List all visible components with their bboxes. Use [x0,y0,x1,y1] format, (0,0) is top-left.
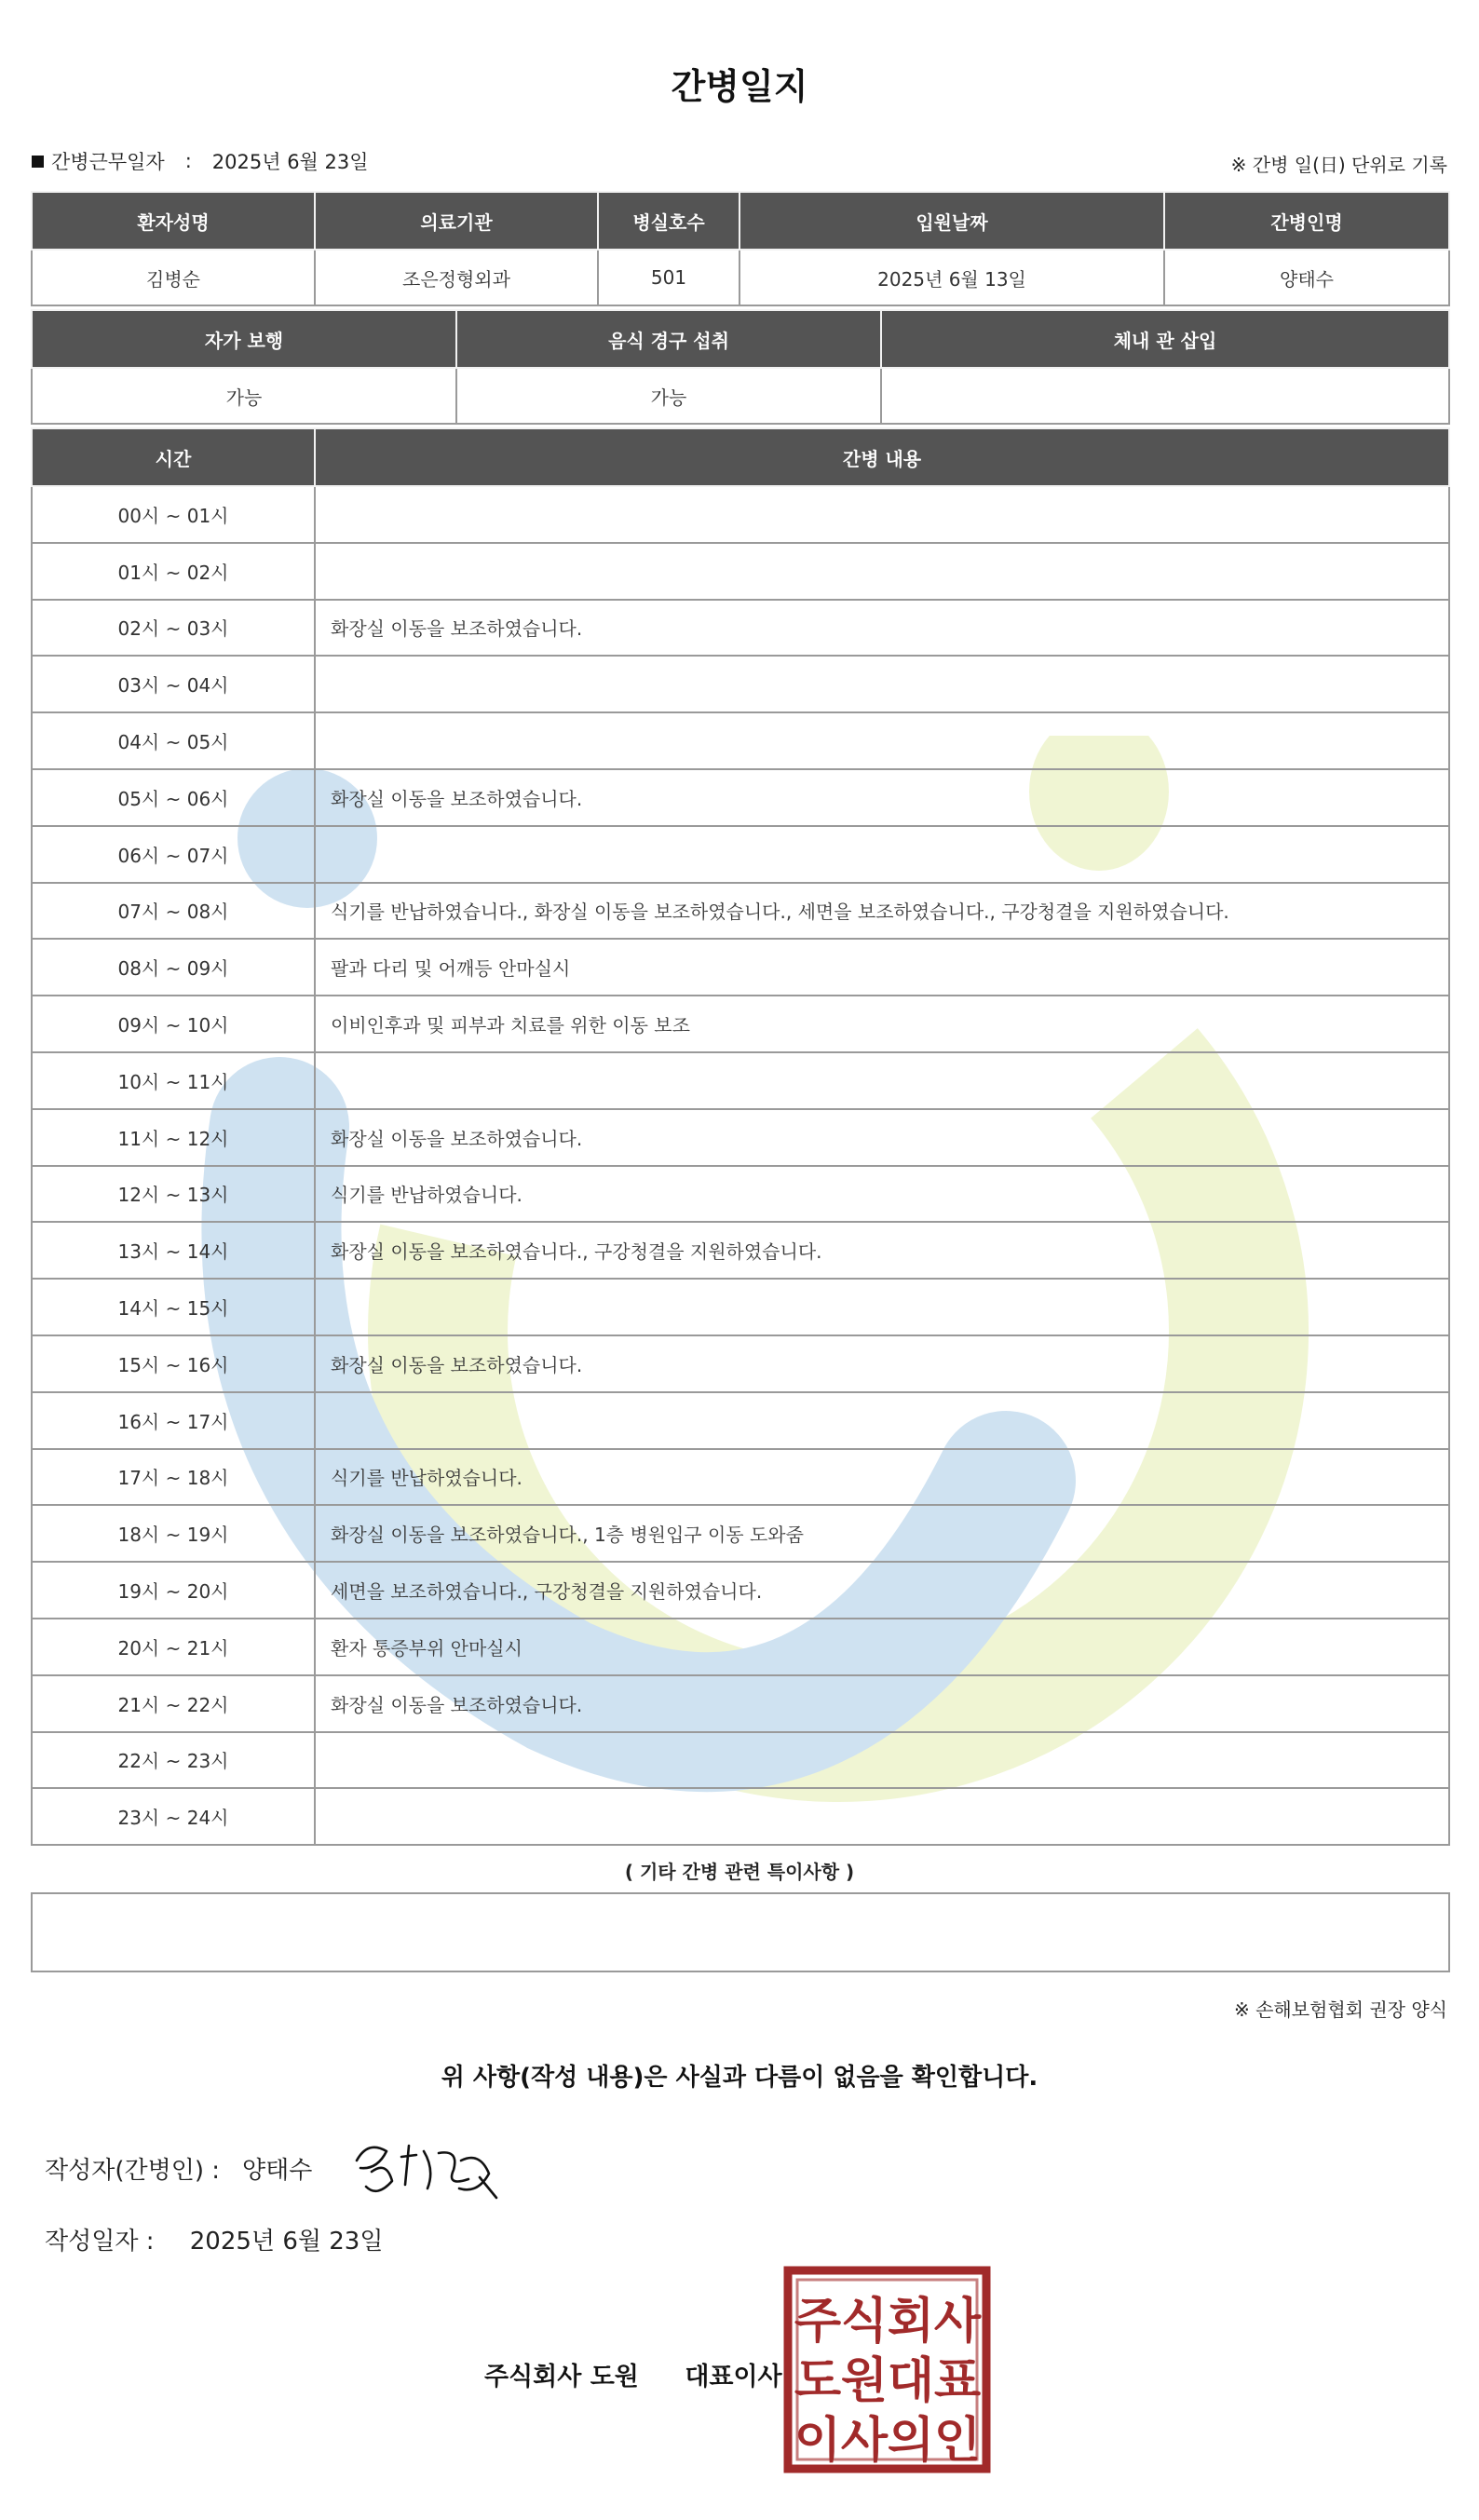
log-content: 화장실 이동을 보조하였습니다. [315,1675,1449,1732]
log-time: 22시 ~ 23시 [32,1732,315,1789]
seal-glyph: 사 [840,2413,889,2469]
log-row [32,1166,1449,1223]
log-content: 식기를 반납하였습니다., 화장실 이동을 보조하였습니다., 세면을 보조하였습니다., 구강청결을 지원하였습니다. [315,883,1449,940]
writer-name: 양태수 [242,2157,313,2185]
company-seal-stamp [782,2265,992,2474]
work-date-value: 2025년 6월 23일 [211,151,369,173]
seal-glyph: 대 [887,2353,935,2409]
log-content [315,1052,1449,1109]
log-time: 11시 ~ 12시 [32,1109,315,1166]
log-row [32,543,1449,600]
log-time: 23시 ~ 24시 [32,1788,315,1845]
log-row [32,1675,1449,1732]
log-time: 00시 ~ 01시 [32,486,315,543]
log-time: 03시 ~ 04시 [32,656,315,712]
company-line [484,2356,782,2392]
writer-label: 작성자(간병인) : [45,2157,221,2185]
seal-glyph: 인 [933,2413,982,2469]
log-content [315,543,1449,600]
log-time: 07시 ~ 08시 [32,883,315,940]
caregiver-name: 양태수 [1164,250,1449,305]
admission-date: 2025년 6월 13일 [740,250,1164,305]
log-content: 화장실 이동을 보조하였습니다. [315,769,1449,826]
header-institution: 의료기관 [315,192,598,250]
log-time: 02시 ~ 03시 [32,600,315,657]
patient-status-table [31,309,1450,425]
company-role: 대표이사 [685,2363,782,2391]
log-content: 팔과 다리 및 어깨등 안마실시 [315,939,1449,996]
work-date-separator: : [184,150,192,172]
log-row [32,769,1449,826]
log-time: 12시 ~ 13시 [32,1166,315,1223]
header-self-walking: 자가 보행 [32,310,456,368]
log-row [32,486,1449,543]
header-room-number: 병실호수 [598,192,740,250]
header-time: 시간 [32,428,315,486]
log-row [32,1335,1449,1392]
company-name: 주식회사 도원 [484,2363,639,2391]
log-row [32,1052,1449,1109]
write-date-label: 작성일자 : [45,2228,155,2256]
log-row [32,656,1449,712]
log-time: 09시 ~ 10시 [32,996,315,1052]
log-row [32,826,1449,883]
log-row [32,1562,1449,1619]
seal-glyph: 식 [840,2294,889,2350]
log-row [32,600,1449,657]
seal-glyph: 의 [887,2413,935,2469]
log-row [32,996,1449,1052]
care-log-table [31,427,1450,1846]
patient-name: 김병순 [32,250,315,305]
log-content: 화장실 이동을 보조하였습니다. [315,600,1449,657]
header-patient-name: 환자성명 [32,192,315,250]
room-number: 501 [598,250,740,305]
log-content [315,656,1449,712]
log-time: 21시 ~ 22시 [32,1675,315,1732]
header-admission-date: 입원날짜 [740,192,1164,250]
log-row [32,712,1449,769]
log-time: 19시 ~ 20시 [32,1562,315,1619]
header-care-content: 간병 내용 [315,428,1449,486]
self-walking: 가능 [32,368,456,424]
form-source-note: ※ 손해보험협회 권장 양식 [1233,1998,1447,2021]
log-row [32,883,1449,940]
log-row [32,1279,1449,1335]
log-content [315,712,1449,769]
log-time: 15시 ~ 16시 [32,1335,315,1392]
seal-glyph: 표 [933,2353,982,2409]
log-content [315,486,1449,543]
log-row [32,1732,1449,1789]
header-oral-intake: 음식 경구 섭취 [456,310,881,368]
handwritten-signature [349,2133,503,2207]
log-time: 05시 ~ 06시 [32,769,315,826]
log-content: 이비인후과 및 피부과 치료를 위한 이동 보조 [315,996,1449,1052]
log-content: 화장실 이동을 보조하였습니다. [315,1109,1449,1166]
writer-line [45,2151,312,2186]
log-time: 13시 ~ 14시 [32,1222,315,1279]
log-content: 식기를 반납하였습니다. [315,1166,1449,1223]
log-row [32,1109,1449,1166]
special-notes-box [31,1892,1450,1972]
log-time: 18시 ~ 19시 [32,1505,315,1562]
confirmation-statement: 위 사항(작성 내용)은 사실과 다름이 없음을 확인합니다. [441,2064,1038,2092]
seal-glyph: 사 [933,2294,982,2350]
log-content: 환자 통증부위 안마실시 [315,1619,1449,1675]
log-row [32,1619,1449,1675]
institution: 조은정형외과 [315,250,598,305]
log-time: 06시 ~ 07시 [32,826,315,883]
seal-glyph: 회 [887,2294,935,2350]
log-time: 16시 ~ 17시 [32,1392,315,1449]
seal-glyph: 원 [840,2353,889,2409]
log-content [315,1392,1449,1449]
log-content: 식기를 반납하였습니다. [315,1449,1449,1506]
oral-intake: 가능 [456,368,881,424]
square-bullet-icon [32,156,44,168]
daily-record-note: ※ 간병 일(日) 단위로 기록 [1230,154,1447,176]
log-row [32,1449,1449,1506]
seal-glyph: 주 [794,2294,842,2350]
seal-glyph: 도 [794,2353,842,2409]
log-time: 01시 ~ 02시 [32,543,315,600]
seal-glyph: 이 [794,2413,842,2469]
header-tube-insertion: 체내 관 삽입 [881,310,1449,368]
log-content: 화장실 이동을 보조하였습니다. [315,1335,1449,1392]
log-content [315,1788,1449,1845]
log-time: 10시 ~ 11시 [32,1052,315,1109]
log-time: 08시 ~ 09시 [32,939,315,996]
log-time: 14시 ~ 15시 [32,1279,315,1335]
log-content [315,1732,1449,1789]
work-date-line [32,147,369,175]
log-content: 화장실 이동을 보조하였습니다., 구강청결을 지원하였습니다. [315,1222,1449,1279]
log-time: 17시 ~ 18시 [32,1449,315,1506]
write-date-value: 2025년 6월 23일 [189,2228,384,2256]
work-date-label: 간병근무일자 [51,151,165,173]
log-content: 화장실 이동을 보조하였습니다., 1층 병원입구 이동 도와줌 [315,1505,1449,1562]
tube-insertion [881,368,1449,424]
log-row [32,1788,1449,1845]
special-notes-title: ( 기타 간병 관련 특이사항 ) [624,1861,855,1883]
log-content [315,1279,1449,1335]
log-row [32,939,1449,996]
log-time: 04시 ~ 05시 [32,712,315,769]
log-row [32,1505,1449,1562]
page-title: 간병일지 [671,66,808,107]
log-row [32,1222,1449,1279]
log-row [32,1392,1449,1449]
write-date-line [45,2222,383,2256]
log-time: 20시 ~ 21시 [32,1619,315,1675]
header-caregiver-name: 간병인명 [1164,192,1449,250]
log-content [315,826,1449,883]
patient-info-table [31,191,1450,306]
log-content: 세면을 보조하였습니다., 구강청결을 지원하였습니다. [315,1562,1449,1619]
